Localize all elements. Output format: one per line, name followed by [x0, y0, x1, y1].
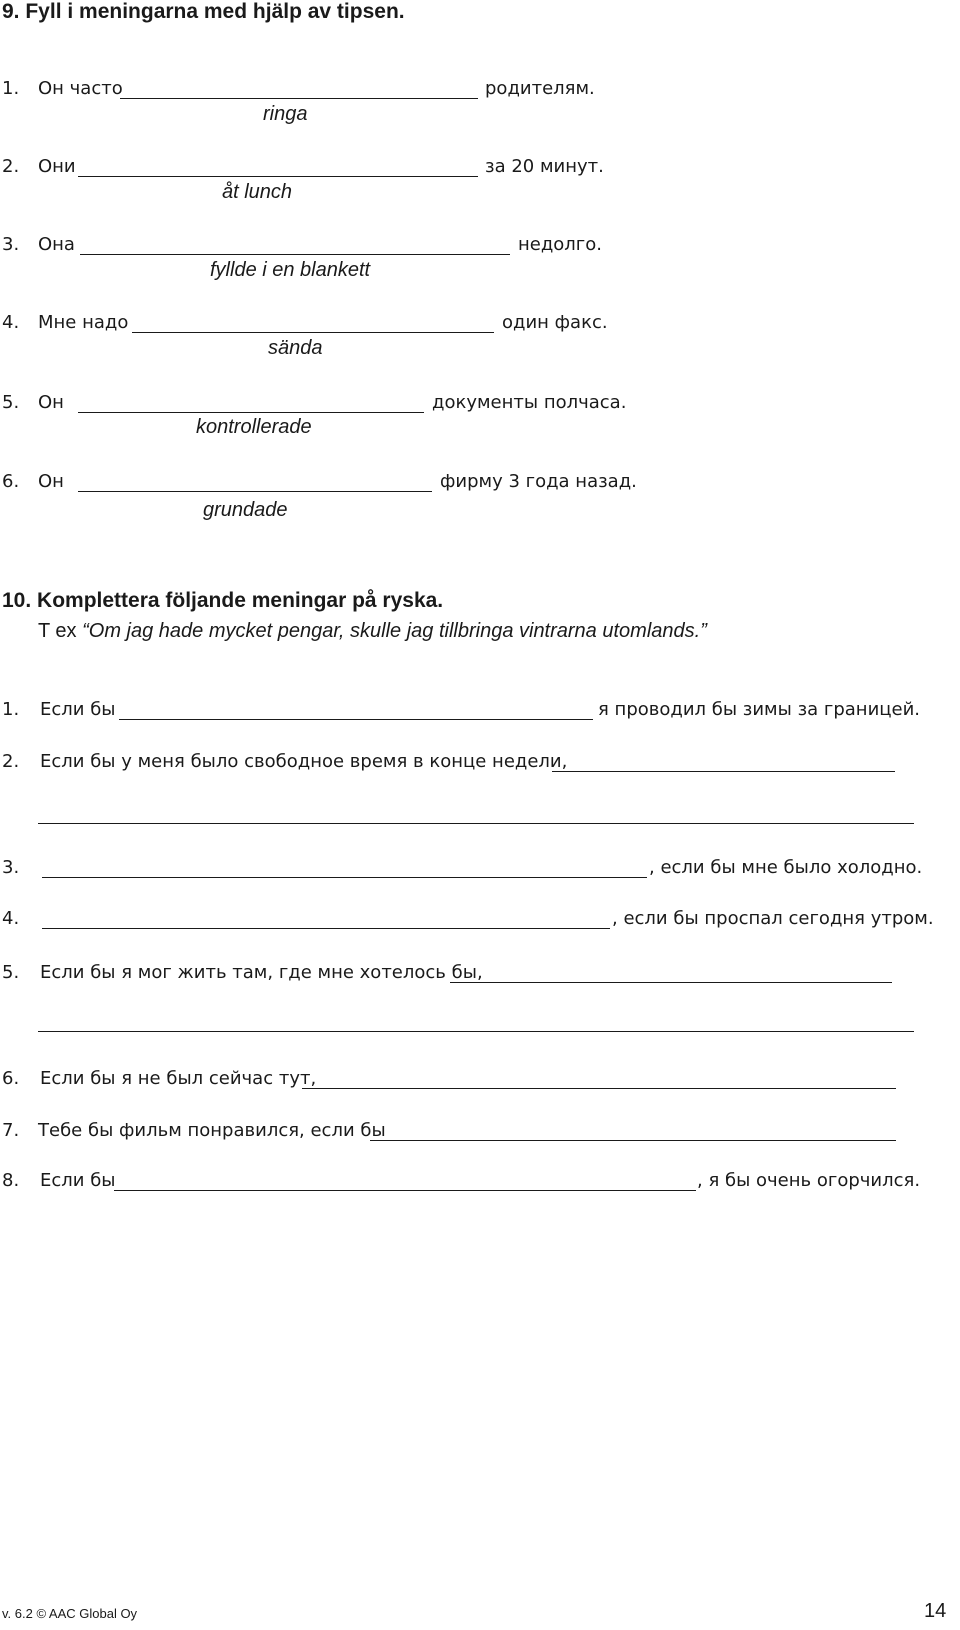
- item-number: 3.: [2, 857, 20, 878]
- sentence-start: Она: [38, 234, 75, 255]
- item-number: 3.: [2, 234, 20, 255]
- sentence-end: , если бы проспал сегодня утром.: [612, 908, 934, 929]
- example-prefix: T ex: [38, 620, 77, 642]
- sentence-start: Если бы у меня было свободное время в конце недели,: [40, 751, 568, 772]
- sentence-start: Он часто: [38, 78, 123, 99]
- item-number: 7.: [2, 1120, 20, 1141]
- sentence-start: Мне надо: [38, 312, 129, 333]
- answer-line[interactable]: [370, 1140, 896, 1141]
- sentence-end: фирму 3 года назад.: [440, 471, 637, 492]
- sentence-end: , если бы мне было холодно.: [649, 857, 923, 878]
- sentence-end: документы полчаса.: [432, 392, 627, 413]
- answer-line[interactable]: [302, 1088, 896, 1089]
- hint-text: grundade: [203, 499, 288, 521]
- sentence-start: Он: [38, 471, 64, 492]
- answer-line[interactable]: [78, 491, 432, 492]
- item-number: 4.: [2, 908, 20, 929]
- section-9-heading: 9. Fyll i meningarna med hjälp av tipsen.: [2, 0, 405, 23]
- item-number: 1.: [2, 699, 20, 720]
- footer-version: v. 6.2 © AAC Global Oy: [2, 1606, 138, 1621]
- answer-line[interactable]: [114, 1190, 696, 1191]
- sentence-start: Если бы я не был сейчас тут,: [40, 1068, 317, 1089]
- page-number: 14: [924, 1600, 947, 1622]
- hint-text: åt lunch: [222, 181, 293, 203]
- answer-line[interactable]: [42, 928, 610, 929]
- sentence-end: родителям.: [485, 78, 595, 99]
- answer-line[interactable]: [132, 332, 494, 333]
- sentence-end: , я бы очень огорчился.: [697, 1170, 921, 1191]
- sentence-start: Он: [38, 392, 64, 413]
- hint-text: kontrollerade: [196, 416, 312, 438]
- item-number: 1.: [2, 78, 20, 99]
- sentence-end: один факс.: [502, 312, 608, 333]
- sentence-start: Они: [38, 156, 76, 177]
- section-10-heading: 10. Komplettera följande meningar på ryska.: [2, 589, 444, 612]
- item-number: 5.: [2, 962, 20, 983]
- item-number: 5.: [2, 392, 20, 413]
- answer-line[interactable]: [78, 412, 424, 413]
- item-number: 4.: [2, 312, 20, 333]
- item-number: 8.: [2, 1170, 20, 1191]
- answer-line-continuation[interactable]: [38, 1031, 914, 1032]
- sentence-start: Если бы: [40, 699, 116, 720]
- example-text: “Om jag hade mycket pengar, skulle jag tillbringa vintrarna utomlands.”: [82, 620, 707, 642]
- hint-text: fyllde i en blankett: [210, 259, 371, 281]
- hint-text: sända: [268, 337, 323, 359]
- answer-line[interactable]: [80, 254, 510, 255]
- hint-text: ringa: [263, 103, 308, 125]
- item-number: 6.: [2, 1068, 20, 1089]
- sentence-start: Тебе бы фильм понравился, если бы: [38, 1120, 386, 1141]
- answer-line[interactable]: [552, 771, 895, 772]
- answer-line-continuation[interactable]: [38, 823, 914, 824]
- item-number: 6.: [2, 471, 20, 492]
- answer-line[interactable]: [450, 982, 892, 983]
- example-sentence: [38, 620, 707, 643]
- answer-line[interactable]: [119, 719, 593, 720]
- item-number: 2.: [2, 156, 20, 177]
- sentence-start: Если бы: [40, 1170, 116, 1191]
- sentence-end: я проводил бы зимы за границей.: [598, 699, 921, 720]
- answer-line[interactable]: [78, 176, 478, 177]
- sentence-start: Если бы я мог жить там, где мне хотелось бы,: [40, 962, 483, 983]
- answer-line[interactable]: [120, 98, 478, 99]
- item-number: 2.: [2, 751, 20, 772]
- answer-line[interactable]: [42, 877, 647, 878]
- sentence-end: за 20 минут.: [485, 156, 604, 177]
- sentence-end: недолго.: [518, 234, 602, 255]
